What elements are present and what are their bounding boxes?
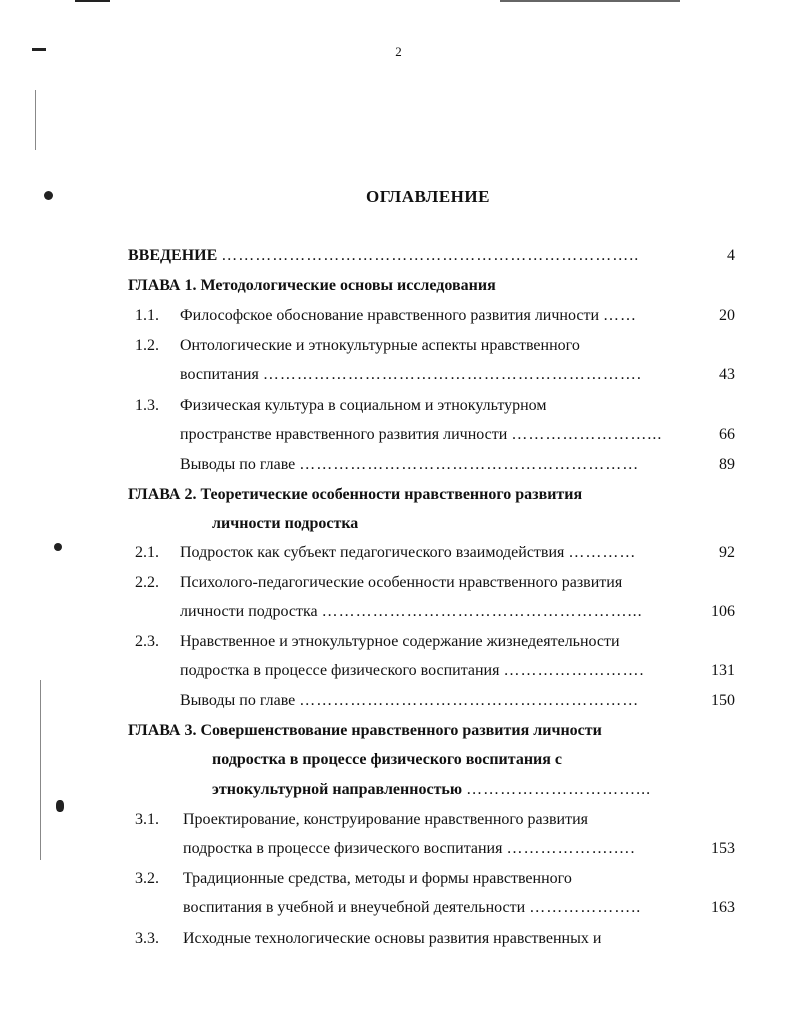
- page-ref: 131: [711, 662, 735, 679]
- entry-text: воспитания: [180, 366, 259, 383]
- entry-text: ВВЕДЕНИЕ: [128, 247, 218, 264]
- page-ref: 153: [711, 840, 735, 857]
- chapter-2-title-line2[interactable]: личности подростка: [212, 515, 359, 532]
- section-number: 1.2.: [135, 337, 159, 354]
- leader-dots: ……………………...: [511, 426, 663, 443]
- entry-text: Философское обоснование нравственного развития личности: [180, 307, 600, 324]
- section-number: 3.2.: [135, 870, 159, 887]
- entry-text: воспитания в учебной и внеучебной деятельности: [183, 899, 526, 916]
- section-number: 2.2.: [135, 574, 159, 591]
- toc-entry-3-2-line2[interactable]: [183, 897, 685, 919]
- chapter-3-title-line3[interactable]: [212, 779, 692, 801]
- scan-edge-line-left: [35, 90, 36, 150]
- toc-entry-1-3-line1[interactable]: Физическая культура в социальном и этнокультурном: [180, 397, 547, 414]
- page-ref: 163: [711, 899, 735, 916]
- leader-dots: ……………………………………………………: [299, 456, 640, 473]
- entry-text: личности подростка: [180, 603, 318, 620]
- scan-edge-line-top: [75, 0, 110, 2]
- leader-dots: …………………….: [503, 662, 645, 679]
- page-title: ОГЛАВЛЕНИЕ: [366, 187, 490, 206]
- leader-dots: ………………………………………………...: [321, 603, 643, 620]
- leader-dots: ………………………………………………………………..: [221, 247, 640, 264]
- toc-entry-1-2-line2[interactable]: [180, 364, 685, 386]
- leader-dots: …………………………...: [466, 781, 652, 798]
- entry-text: пространстве нравственного развития личности: [180, 426, 508, 443]
- leader-dots: ……………………………………………………: [299, 692, 640, 709]
- section-number: 1.3.: [135, 397, 159, 414]
- section-number: 3.1.: [135, 811, 159, 828]
- section-number: 2.1.: [135, 544, 159, 561]
- entry-text: Подросток как субъект педагогического взаимодействия: [180, 544, 565, 561]
- scan-edge-line-top-right: [500, 0, 680, 2]
- toc-entry-2-1[interactable]: [180, 542, 685, 564]
- entry-text: подростка в процессе физического воспитания: [180, 662, 500, 679]
- page-ref: 89: [719, 456, 735, 473]
- scan-mark-left-mid: [54, 543, 62, 551]
- toc-entry-2-2-line2[interactable]: [180, 601, 685, 623]
- entry-text: подростка в процессе физического воспитания: [183, 840, 503, 857]
- scan-mark-left-low: [56, 800, 64, 812]
- toc-entry-1-1[interactable]: [180, 305, 685, 327]
- chapter-3-title-line2[interactable]: подростка в процессе физического воспитания с: [212, 751, 563, 768]
- toc-entry-1-3-line2[interactable]: [180, 424, 685, 446]
- page-ref: 66: [719, 426, 735, 443]
- toc-entry-3-1-line2[interactable]: [183, 838, 685, 860]
- toc-entry-introduction[interactable]: [128, 245, 688, 267]
- toc-entry-3-2-line1[interactable]: Традиционные средства, методы и формы нравственного: [183, 870, 572, 887]
- page-ref: 150: [711, 692, 735, 709]
- toc-entry-2-3-line1[interactable]: Нравственное и этнокультурное содержание жизнедеятельности: [180, 633, 620, 650]
- entry-text: этнокультурной направленностью: [212, 781, 463, 798]
- chapter-3-title-line1[interactable]: ГЛАВА 3. Совершенствование нравственного развития личности: [128, 722, 602, 739]
- chapter-1-title[interactable]: ГЛАВА 1. Методологические основы исследования: [128, 277, 496, 294]
- page-ref: 43: [719, 366, 735, 383]
- leader-dots: ……: [603, 307, 638, 324]
- page-ref: 92: [719, 544, 735, 561]
- leader-dots: …………: [568, 544, 637, 561]
- scan-edge-line-left-2: [40, 680, 41, 860]
- leader-dots: ……………….….: [506, 840, 636, 857]
- page-ref: 106: [711, 603, 735, 620]
- section-number: 3.3.: [135, 930, 159, 947]
- section-number: 1.1.: [135, 307, 159, 324]
- toc-entry-3-3-line1[interactable]: Исходные технологические основы развития нравственных и: [183, 930, 602, 947]
- toc-entry-chapter-2-summary[interactable]: [180, 690, 685, 712]
- leader-dots: ………………..: [529, 899, 642, 916]
- page-ref: 4: [727, 247, 735, 264]
- page-ref: 20: [719, 307, 735, 324]
- section-number: 2.3.: [135, 633, 159, 650]
- toc-entry-chapter-1-summary[interactable]: [180, 454, 685, 476]
- chapter-2-title-line1[interactable]: ГЛАВА 2. Теоретические особенности нравственного развития: [128, 486, 583, 503]
- toc-entry-3-1-line1[interactable]: Проектирование, конструирование нравственного развития: [183, 811, 588, 828]
- toc-entry-2-3-line2[interactable]: [180, 660, 685, 682]
- leader-dots: ………………………………………………………….: [262, 366, 642, 383]
- page-number: 2: [395, 44, 402, 59]
- entry-text: Выводы по главе: [180, 692, 296, 709]
- toc-entry-1-2-line1[interactable]: Онтологические и этнокультурные аспекты нравственного: [180, 337, 580, 354]
- entry-text: Выводы по главе: [180, 456, 296, 473]
- toc-entry-2-2-line1[interactable]: Психолого-педагогические особенности нравственного развития: [180, 574, 623, 591]
